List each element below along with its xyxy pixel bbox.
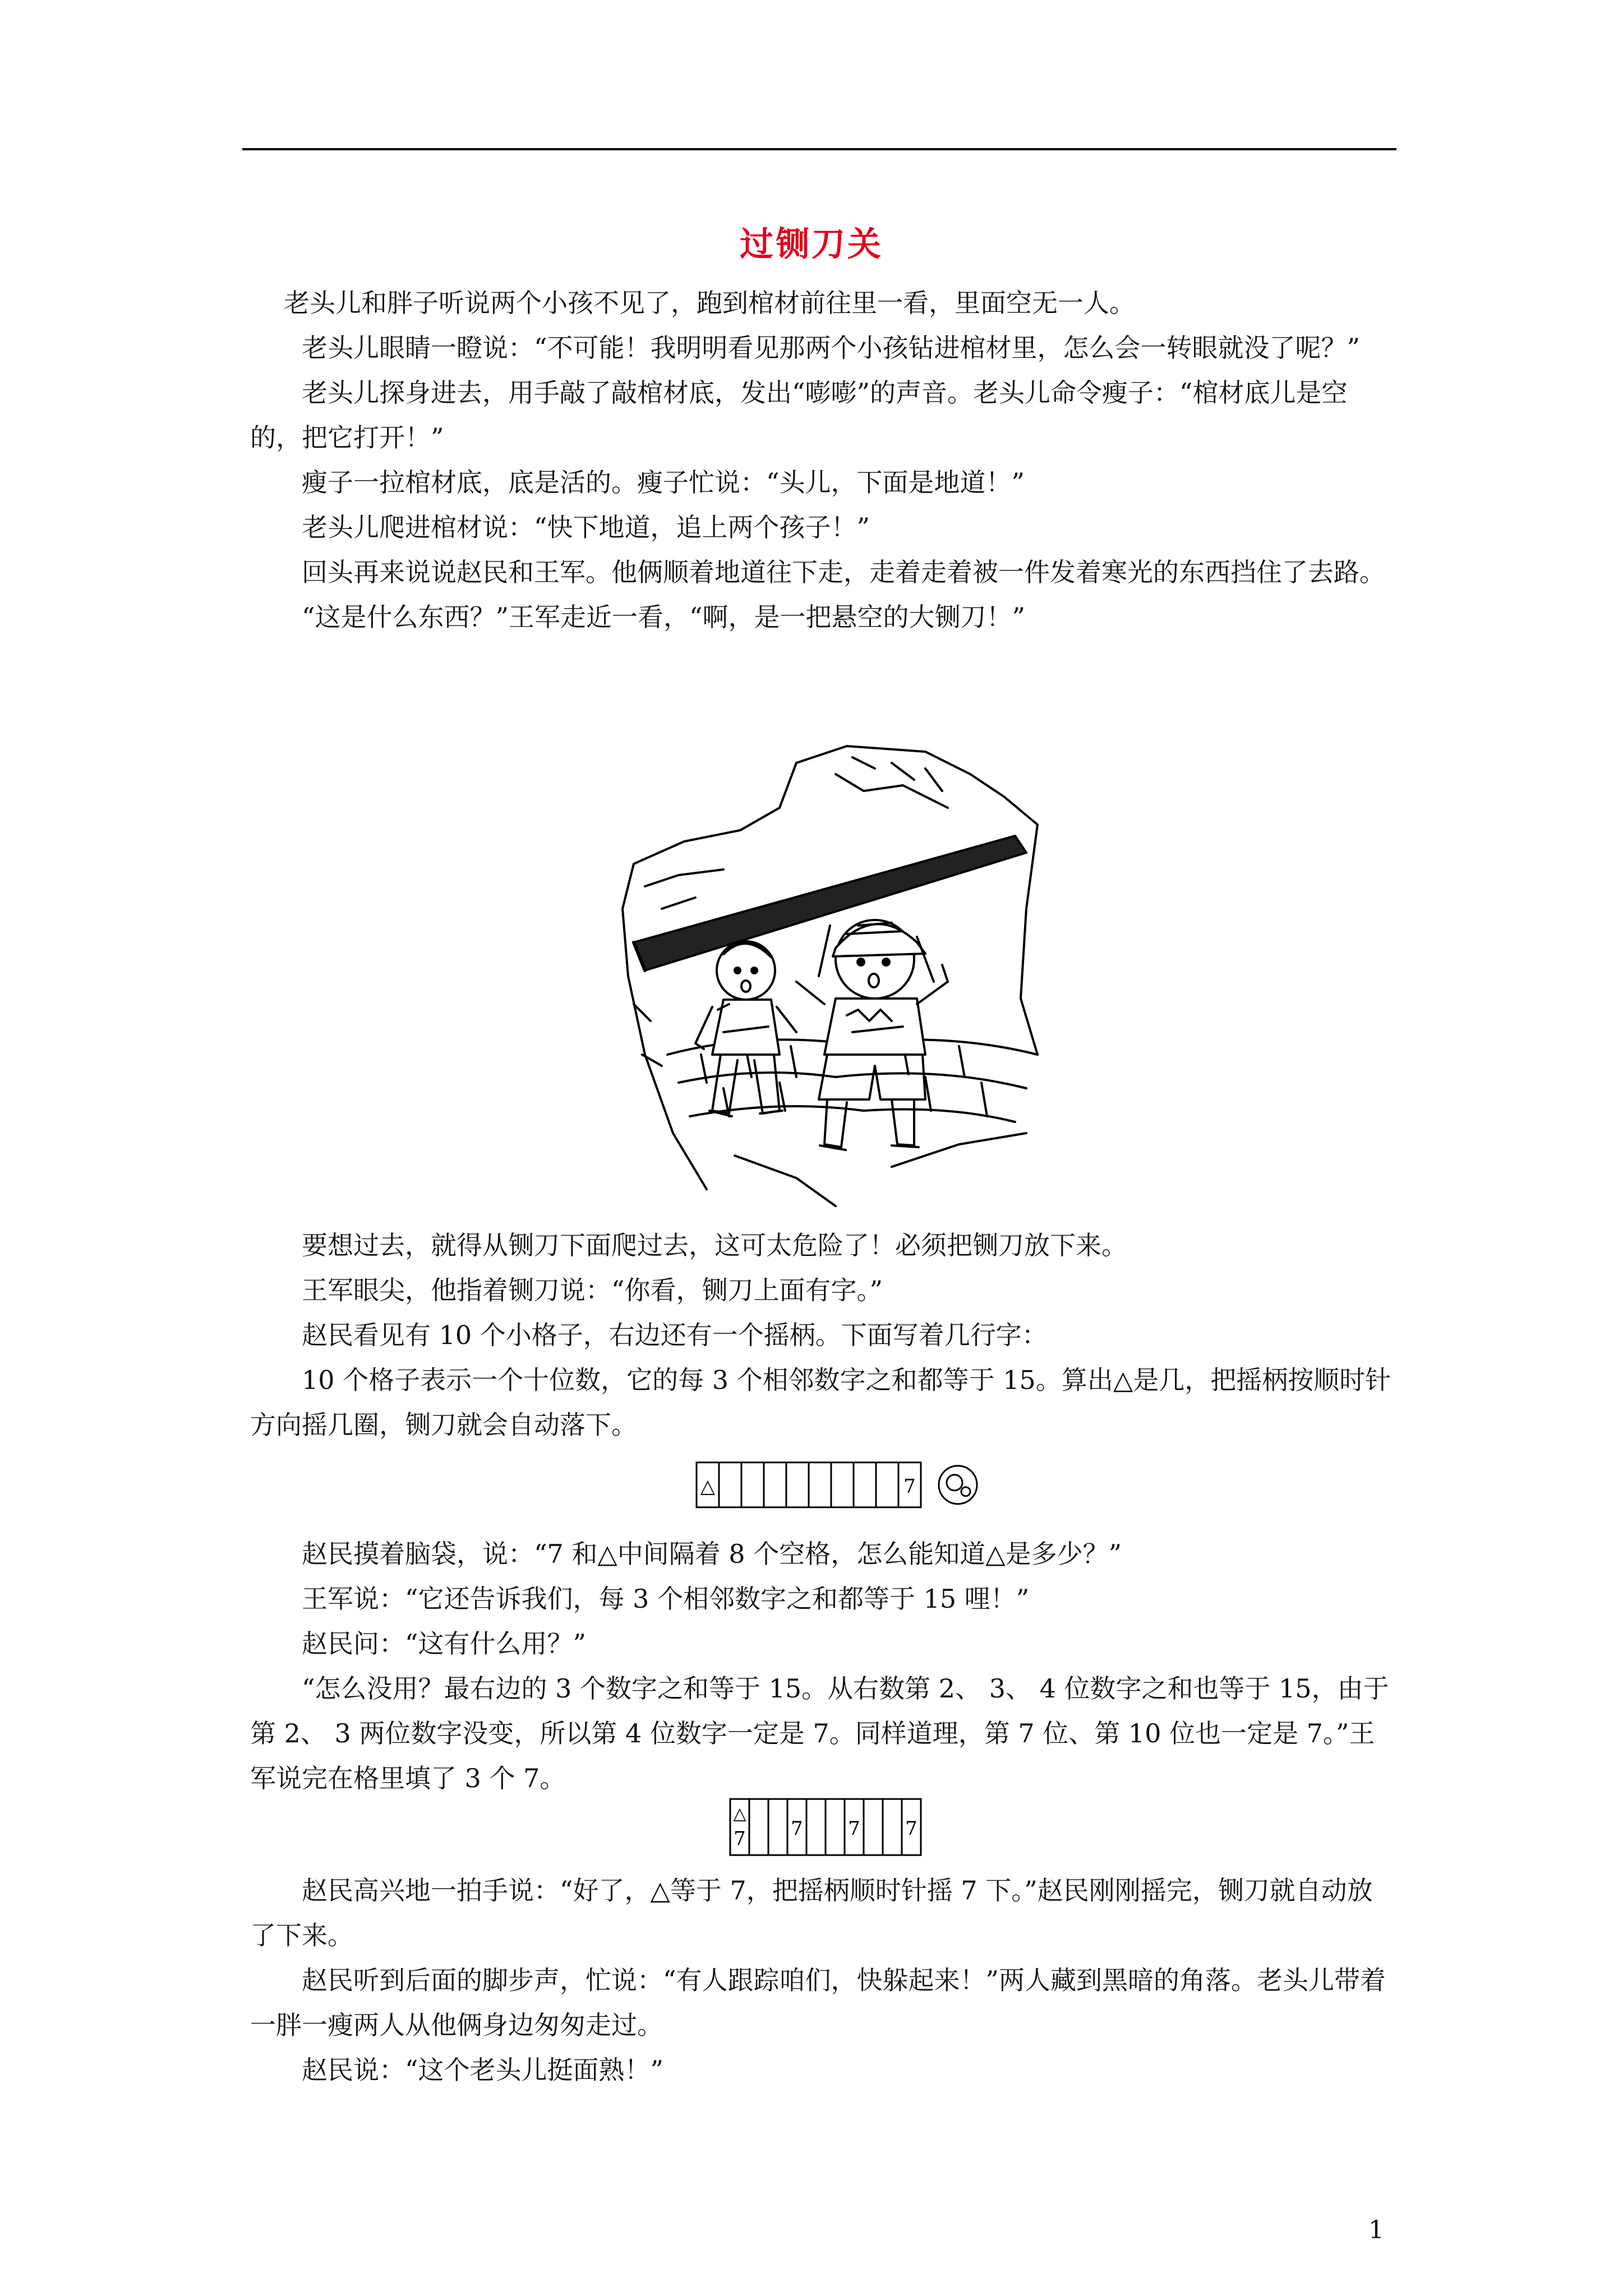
paragraph: 赵民问：“这有什么用？”: [302, 1628, 587, 1659]
story-part-1: [250, 280, 1394, 639]
paragraph: 瘦子一拉棺材底，底是活的。瘦子忙说：“头儿，下面是地道！”: [302, 467, 1025, 498]
paragraph: 老头儿探身进去，用手敲了敲棺材底，发出“嘭嘭”的声音。老头儿命令瘦子：“棺材底儿是空的，把它打开！”: [250, 378, 1348, 453]
story-part-4: [250, 1868, 1394, 2092]
paragraph: 老头儿眼睛一瞪说：“不可能！我明明看见那两个小孩钻进棺材里，怎么会一转眼就没了呢？”: [302, 333, 1361, 363]
paragraph: 王军眼尖，他指着铡刀说：“你看，铡刀上面有字。”: [302, 1275, 883, 1305]
grid2-cell-7: 7: [848, 1818, 860, 1840]
story-part-2: [250, 1223, 1394, 1447]
puzzle-grid-1: [695, 1461, 998, 1508]
paragraph: “这是什么东西？”王军走近一看，“啊，是一把悬空的大铡刀！”: [302, 602, 1026, 632]
paragraph: 赵民摸着脑袋，说：“7 和△中间隔着 8 个空格，怎么能知道△是多少？”: [302, 1539, 1122, 1569]
paragraph: 老头儿爬进棺材说：“快下地道，追上两个孩子！”: [302, 512, 870, 542]
grid1-cell-first: △: [700, 1475, 716, 1498]
grid1-cell-last: 7: [903, 1475, 916, 1498]
grid2-cell-1-top: △: [733, 1804, 746, 1824]
paragraph: 赵民高兴地一拍手说：“好了，△等于 7，把摇柄顺时针摇 7 下。”赵民刚刚摇完，铡刀就自动放了下来。: [250, 1875, 1373, 1950]
paragraph: 赵民听到后面的脚步声，忙说：“有人跟踪咱们，快躲起来！”两人藏到黑暗的角落。老头儿带着一胖一瘦两人从他俩身边匆匆走过。: [250, 1965, 1386, 2040]
grid2-cell-1-bottom: 7: [734, 1828, 746, 1850]
paragraph: 回头再来说说赵民和王军。他俩顺着地道往下走，走着走着被一件发着寒光的东西挡住了去路。: [302, 557, 1385, 587]
paragraph: 要想过去，就得从铡刀下面爬过去，这可太危险了！必须把铡刀放下来。: [302, 1230, 1127, 1260]
paragraph: “怎么没用？最右边的 3 个数字之和等于 15。从右数第 2、 3、 4 位数字之和也等于 15，由于第 2、 3 两位数字没变，所以第 4 位数字一定是 7。同样道理，第 7 位、第 10 位也一定是 7。”王军说完在格里填了 3 个 7。: [250, 1673, 1389, 1793]
page-title: 过铡刀关: [740, 225, 883, 264]
paragraph: 王军说：“它还告诉我们，每 3 个相邻数字之和都等于 15 哩！”: [302, 1584, 1030, 1614]
puzzle-grid-2: [729, 1798, 925, 1856]
paragraph: 赵民说：“这个老头儿挺面熟！”: [302, 2055, 664, 2085]
guillotine-illustration: [611, 740, 1049, 1212]
paragraph: 老头儿和胖子听说两个小孩不见了，跑到棺材前往里一看，里面空无一人。: [284, 288, 1135, 318]
paragraph: 赵民看见有 10 个小格子，右边还有一个摇柄。下面写着几行字：: [302, 1320, 1048, 1350]
crank-handle-icon[interactable]: [939, 1466, 977, 1504]
grid2-cell-4: 7: [791, 1818, 803, 1840]
header-rule: [242, 148, 1396, 150]
paragraph: 10 个格子表示一个十位数，它的每 3 个相邻数字之和都等于 15。算出△是几，把摇柄按顺时针方向摇几圈，铡刀就会自动落下。: [250, 1365, 1391, 1440]
story-part-3: [250, 1531, 1394, 1801]
page-number: 1: [1368, 2216, 1384, 2244]
grid2-cell-10: 7: [905, 1818, 917, 1840]
